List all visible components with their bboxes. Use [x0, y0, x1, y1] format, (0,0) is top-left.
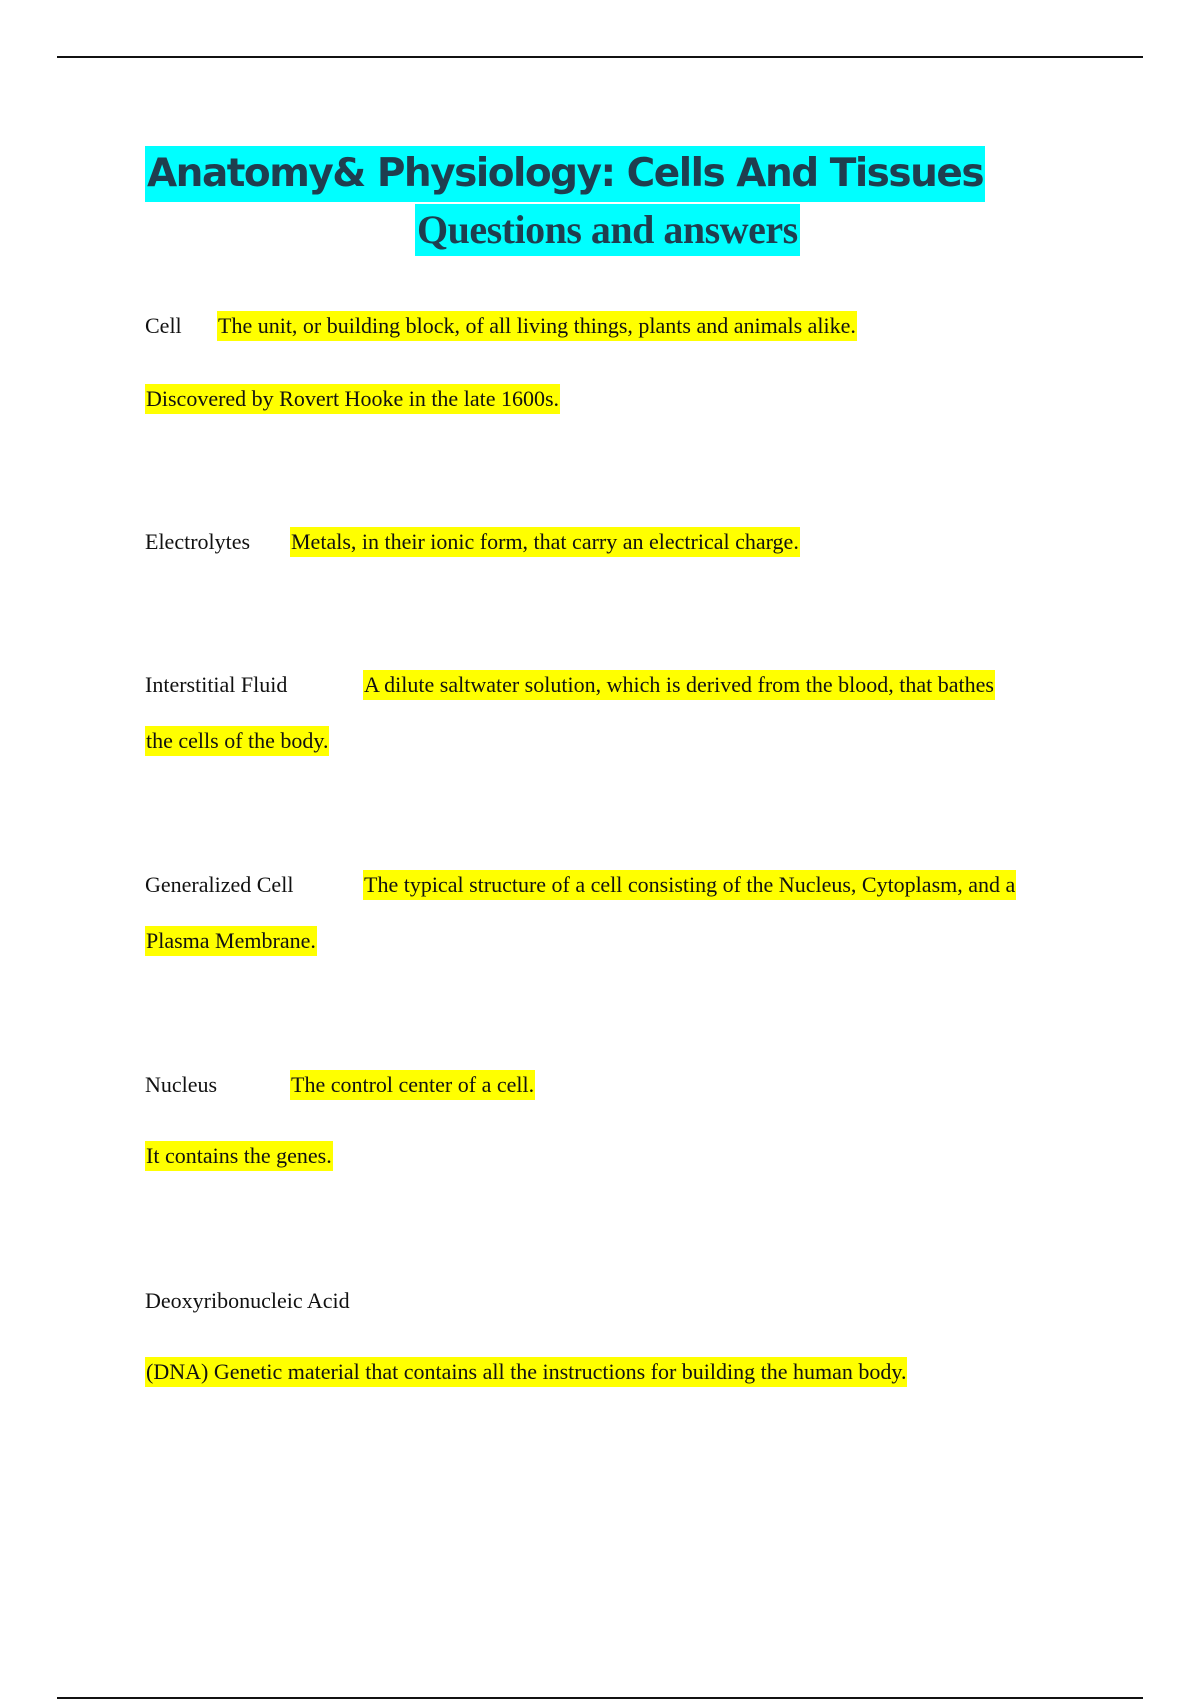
definition-generalized-cell-line-1: The typical structure of a cell consisting of the Nucleus, Cytoplasm, and a [363, 870, 1016, 900]
definition-electrolytes: Metals, in their ionic form, that carry an electrical charge. [290, 527, 800, 557]
definition-interstitial-fluid-line-1: A dilute saltwater solution, which is derived from the blood, that bathes [363, 670, 995, 700]
definition-nucleus-line-1: The control center of a cell. [290, 1070, 535, 1100]
definition-generalized-cell-line-2: Plasma Membrane. [145, 926, 317, 956]
term-generalized-cell: Generalized Cell [145, 872, 294, 897]
definition-interstitial-fluid-line-2: the cells of the body. [145, 726, 329, 756]
term-deoxyribonucleic-acid: Deoxyribonucleic Acid [145, 1288, 350, 1313]
term-electrolytes: Electrolytes [145, 529, 251, 554]
term-interstitial-fluid: Interstitial Fluid [145, 672, 288, 697]
document-title: Anatomy& Physiology: Cells And Tissues [145, 146, 985, 202]
top-rule [57, 56, 1143, 58]
bottom-rule [57, 1697, 1143, 1699]
definition-cell-line-1: The unit, or building block, of all living things, plants and animals alike. [217, 311, 857, 341]
definition-cell-line-2: Discovered by Rovert Hooke in the late 1600s. [145, 384, 560, 414]
definition-deoxyribonucleic-acid: (DNA) Genetic material that contains all the instructions for building the human body. [145, 1357, 907, 1387]
document-subtitle: Questions and answers [415, 204, 800, 256]
term-cell: Cell [145, 313, 182, 338]
definition-nucleus-line-2: It contains the genes. [145, 1141, 333, 1171]
term-nucleus: Nucleus [145, 1072, 218, 1097]
